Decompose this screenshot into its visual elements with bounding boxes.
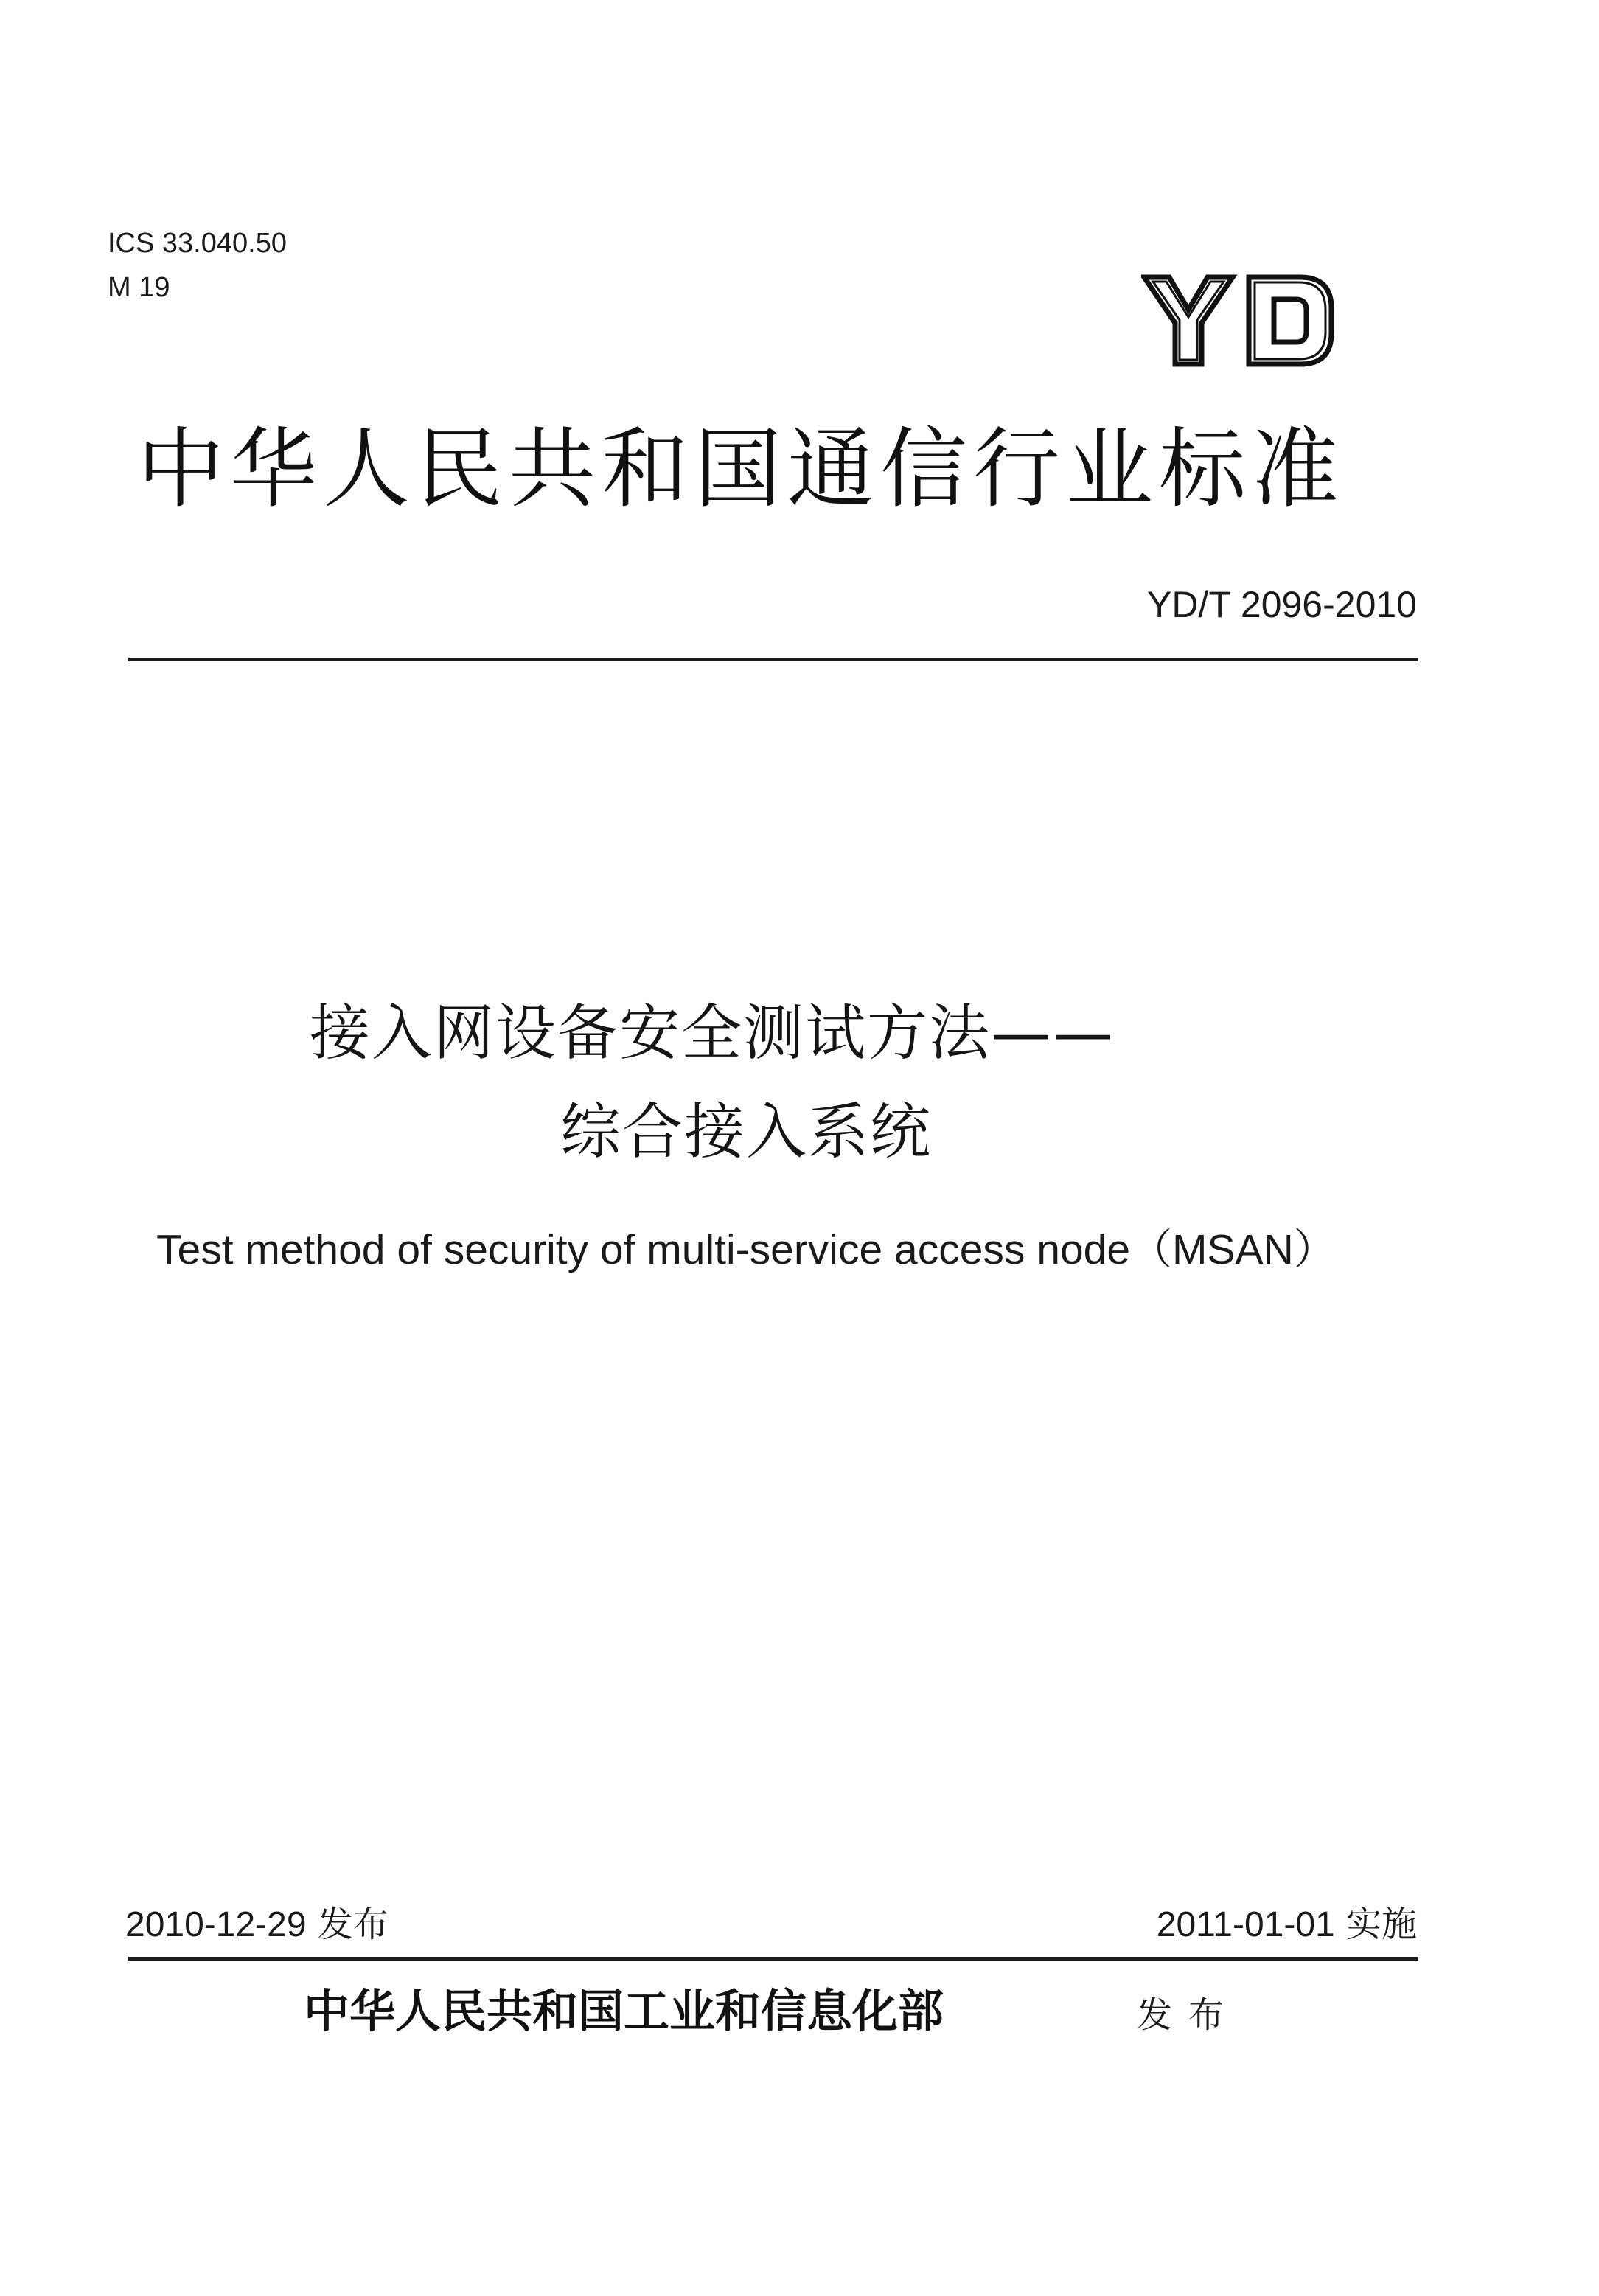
effective-date-block (1157, 1902, 1417, 1947)
title-zh-line1: 接入网设备安全测试方法—— (310, 998, 1115, 1068)
yd-logo (1141, 274, 1334, 367)
ccs-code: M 19 (108, 272, 170, 303)
classification-codes (108, 221, 287, 310)
title-english: Test method of security of multi-service access node（MSAN） (156, 1226, 1336, 1273)
title-zh-line2: 综合接入系统 (560, 1097, 933, 1167)
publisher-suffix: 发布 (1137, 1994, 1241, 2036)
issue-date: 2010-12-29 (125, 1905, 307, 1944)
publisher-name: 中华人民共和国工业和信息化部 (304, 1984, 944, 2038)
issue-label: 发布 (317, 1904, 389, 1945)
top-divider (128, 658, 1418, 661)
bottom-divider (128, 1957, 1418, 1961)
standard-category-title: 中华人民共和国通信行业标准 (137, 418, 1345, 520)
ics-code: ICS 33.040.50 (108, 228, 287, 259)
effective-label: 实施 (1345, 1904, 1417, 1945)
effective-date: 2011-01-01 (1156, 1905, 1335, 1944)
standard-number: YD/T 2096-2010 (1147, 584, 1417, 625)
issue-date-block (125, 1902, 389, 1947)
